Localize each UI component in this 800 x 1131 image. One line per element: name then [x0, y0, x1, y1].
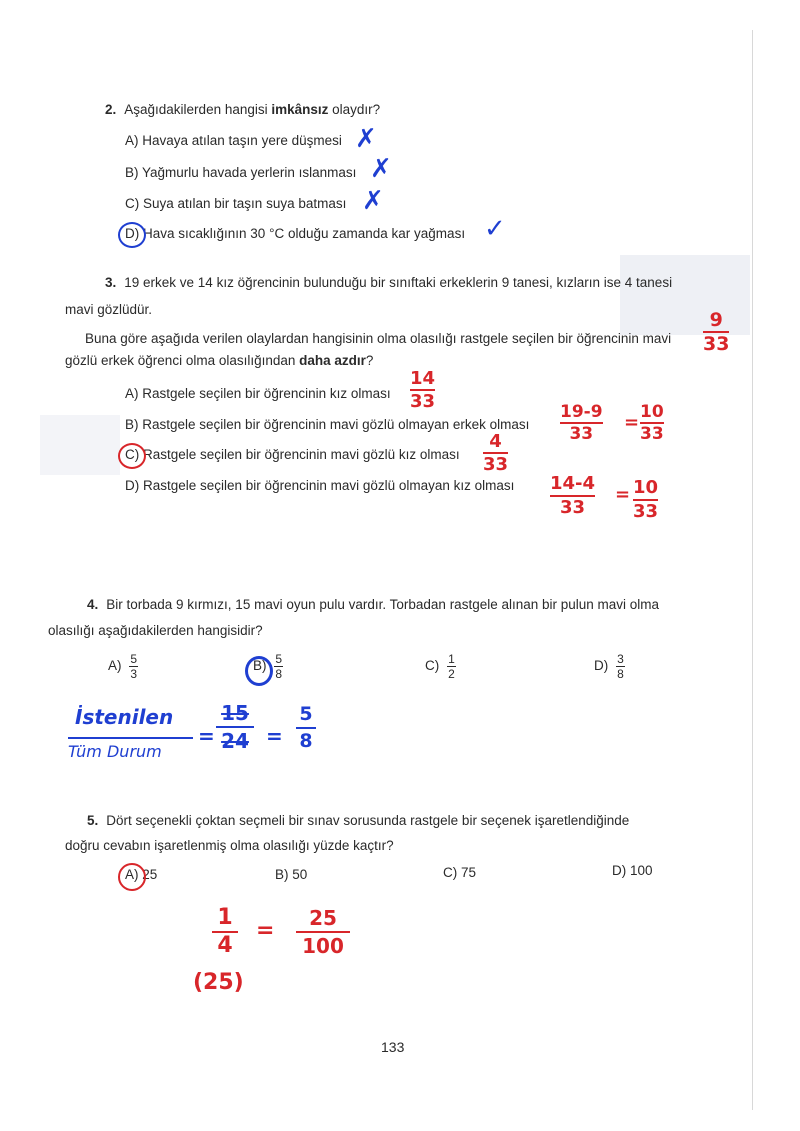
option-b: B) $\frac{5}{8}$	[253, 652, 283, 681]
question-number: 4.	[87, 597, 99, 612]
handwritten-fraction: 4 33	[483, 431, 509, 475]
answer-circle	[118, 443, 146, 469]
handwritten-fraction: 25 100	[296, 906, 350, 958]
question-number: 5.	[87, 813, 99, 828]
option-b: B) Rastgele seçilen bir öğrencinin mavi gözlü olmayan erkek olması	[125, 417, 530, 432]
answer-circle	[118, 863, 146, 891]
question-number: 2.	[105, 102, 117, 117]
cross-mark: ✗	[370, 154, 392, 184]
option-c: C) 75	[443, 865, 477, 880]
cross-mark: ✗	[362, 186, 384, 216]
handwritten-note: İstenilen	[75, 705, 174, 729]
handwritten-equals: =	[615, 484, 631, 505]
handwritten-fraction-bar	[68, 737, 193, 739]
option-d: D) Hava sıcaklığının 30 °C olduğu zamanda kar yağması	[125, 226, 466, 241]
question-stem: olasılığı aşağıdakilerden hangisidir?	[48, 623, 263, 638]
option-c: C) Rastgele seçilen bir öğrencinin mavi gözlü kız olması	[125, 447, 460, 462]
question-stem: mavi gözlüdür.	[65, 302, 153, 317]
option-a: A) Rastgele seçilen bir öğrencinin kız olması	[125, 386, 391, 401]
question-stem: 2. Aşağıdakilerden hangisi imkânsız olaydır?	[105, 102, 381, 117]
handwritten-equals: =	[198, 724, 215, 748]
handwritten-fraction: 15 24	[216, 702, 254, 752]
answer-circle	[245, 656, 273, 686]
option-b: B) Yağmurlu havada yerlerin ıslanması	[125, 165, 357, 180]
question-stem: doğru cevabın işaretlenmiş olma olasılığı yüzde kaçtır?	[65, 838, 394, 853]
page-edge	[752, 30, 753, 1110]
option-a: A) 25	[125, 867, 158, 882]
handwritten-fraction: 14-4 33	[550, 473, 596, 518]
question-stem: 5. Dört seçenekli çoktan seçmeli bir sınav sorusunda rastgele bir seçenek işaretlendiğinde	[87, 813, 630, 828]
answer-circle	[118, 222, 146, 248]
option-d: D) 100	[612, 863, 653, 878]
scan-shade	[620, 255, 750, 335]
handwritten-fraction: 19-9 33	[560, 402, 603, 444]
handwritten-fraction: 5 8	[296, 704, 316, 752]
option-c: C) Suya atılan bir taşın suya batması	[125, 196, 347, 211]
handwritten-fraction: 14 33	[410, 368, 436, 412]
handwritten-note: Tüm Durum	[68, 742, 162, 761]
question-text: gözlü erkek öğrenci olma olasılığından daha azdır?	[65, 353, 374, 368]
handwritten-fraction: 10 33	[640, 402, 664, 444]
question-text: Buna göre aşağıda verilen olaylardan hangisinin olma olasılığı rastgele seçilen bir öğrencinin mavi	[85, 331, 672, 346]
handwritten-fraction: 9 33	[703, 309, 730, 355]
cross-mark: ✗	[355, 124, 377, 154]
handwritten-equals: =	[624, 412, 640, 433]
handwritten-fraction: 1 4	[212, 906, 238, 958]
option-d: D) Rastgele seçilen bir öğrencinin mavi gözlü olmayan kız olması	[125, 478, 515, 493]
option-b: B) 50	[275, 867, 308, 882]
handwritten-equals: =	[256, 918, 275, 943]
handwritten-fraction: 10 33	[633, 477, 659, 522]
handwritten-equals: =	[266, 724, 283, 748]
option-a: A) $\frac{5}{3}$	[108, 652, 138, 681]
question-stem: 3. 19 erkek ve 14 kız öğrencinin bulunduğu bir sınıftaki erkeklerin 9 tanesi, kızların ise 4 tanesi	[105, 275, 673, 290]
option-a: A) Havaya atılan taşın yere düşmesi	[125, 133, 342, 148]
check-mark: ✓	[484, 214, 506, 244]
page-number: 133	[381, 1039, 405, 1055]
scan-shade	[40, 415, 120, 475]
handwritten-note: (25)	[193, 970, 244, 995]
question-number: 3.	[105, 275, 117, 290]
question-stem: 4. Bir torbada 9 kırmızı, 15 mavi oyun pulu vardır. Torbadan rastgele alınan bir pulun mavi olma	[87, 597, 660, 612]
option-d: D) $\frac{3}{8}$	[594, 652, 624, 681]
option-c: C) $\frac{1}{2}$	[425, 652, 455, 681]
